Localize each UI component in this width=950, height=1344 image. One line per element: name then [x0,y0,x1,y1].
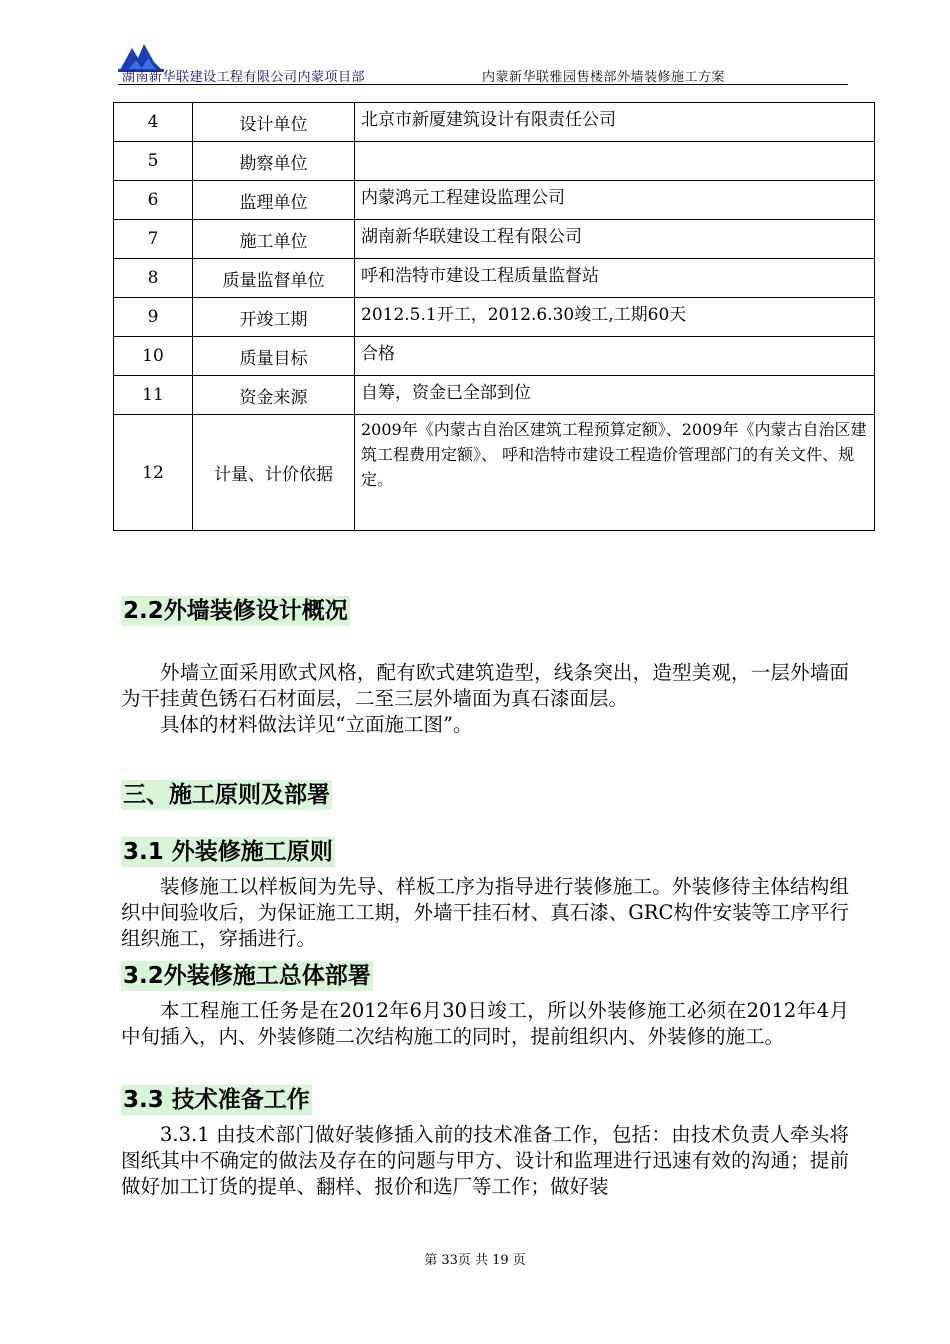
row-number: 10 [114,337,193,376]
header-document-title: 内蒙新华联雅园售楼部外墙装修施工方案 [482,70,726,85]
row-label: 施工单位 [193,220,355,259]
table-row [114,415,875,531]
row-label: 勘察单位 [193,142,355,181]
section-3-3-body [121,1122,849,1200]
table-row [114,103,875,142]
table-row [114,298,875,337]
row-number: 4 [114,103,193,142]
row-number: 5 [114,142,193,181]
row-value: 北京市新厦建筑设计有限责任公司 [355,103,875,142]
table-row [114,337,875,376]
row-label: 质量监督单位 [193,259,355,298]
row-label: 计量、计价依据 [193,415,355,531]
page-header [118,40,848,86]
row-number: 7 [114,220,193,259]
row-value: 合格 [355,337,875,376]
row-value: 自筹，资金已全部到位 [355,376,875,415]
section-3-1-body [121,874,849,952]
paragraph: 3.3.1 由技术部门做好装修插入前的技术准备工作，包括：由技术负责人牵头将图纸其中不确定的做法及存在的问题与甲方、设计和监理进行迅速有效的沟通；提前做好加工订货的提单、翻样、报价和选厂等工作；做好装 [121,1123,849,1198]
row-label: 设计单位 [193,103,355,142]
row-value: 2012.5.1开工，2012.6.30竣工,工期60天 [355,298,875,337]
row-value: 呼和浩特市建设工程质量监督站 [355,259,875,298]
table-row [114,181,875,220]
row-value: 2009年《内蒙古自治区建筑工程预算定额》、2009年《内蒙古自治区建筑工程费用定额》、 呼和浩特市建设工程造价管理部门的有关文件、规定。 [355,415,875,531]
table-row [114,376,875,415]
page-number: 第 33页 共 19 页 [424,1253,526,1268]
row-label: 开竣工期 [193,298,355,337]
project-info-table [113,102,875,531]
header-company-name: 湖南新华联建设工程有限公司内蒙项目部 [122,70,366,85]
row-value: 湖南新华联建设工程有限公司 [355,220,875,259]
paragraph: 外墙立面采用欧式风格，配有欧式建筑造型，线条突出，造型美观，一层外墙面为干挂黄色锈石石材面层，二至三层外墙面为真石漆面层。 [121,661,849,710]
row-label: 质量目标 [193,337,355,376]
row-label: 资金来源 [193,376,355,415]
section-3-1-heading: 3.1 外装修施工原则 [123,839,333,865]
section-3-3-heading: 3.3 技术准备工作 [123,1087,310,1113]
table-row [114,220,875,259]
row-value: 内蒙鸿元工程建设监理公司 [355,181,875,220]
row-number: 11 [114,376,193,415]
paragraph: 本工程施工任务是在2012年6月30日竣工，所以外装修施工必须在2012年4月中旬插入，内、外装修随二次结构施工的同时，提前组织内、外装修的施工。 [121,999,849,1048]
section-2-2-body [121,660,849,738]
row-number: 8 [114,259,193,298]
row-number: 9 [114,298,193,337]
row-number: 6 [114,181,193,220]
header-divider [118,84,848,85]
row-label: 监理单位 [193,181,355,220]
section-3-heading: 三、施工原则及部署 [123,782,330,808]
section-3-2-body [121,998,849,1050]
row-value [355,142,875,181]
table-row [114,259,875,298]
section-3-2-heading: 3.2外装修施工总体部署 [123,963,371,989]
paragraph: 具体的材料做法详见“立面施工图”。 [160,713,473,736]
section-2-2-heading: 2.2外墙装修设计概况 [123,598,348,624]
table-row [114,142,875,181]
paragraph: 装修施工以样板间为先导、样板工序为指导进行装修施工。外装修待主体结构组织中间验收后，为保证施工工期，外墙干挂石材、真石漆、GRC构件安装等工序平行组织施工，穿插进行。 [121,875,849,950]
row-number: 12 [114,415,193,531]
